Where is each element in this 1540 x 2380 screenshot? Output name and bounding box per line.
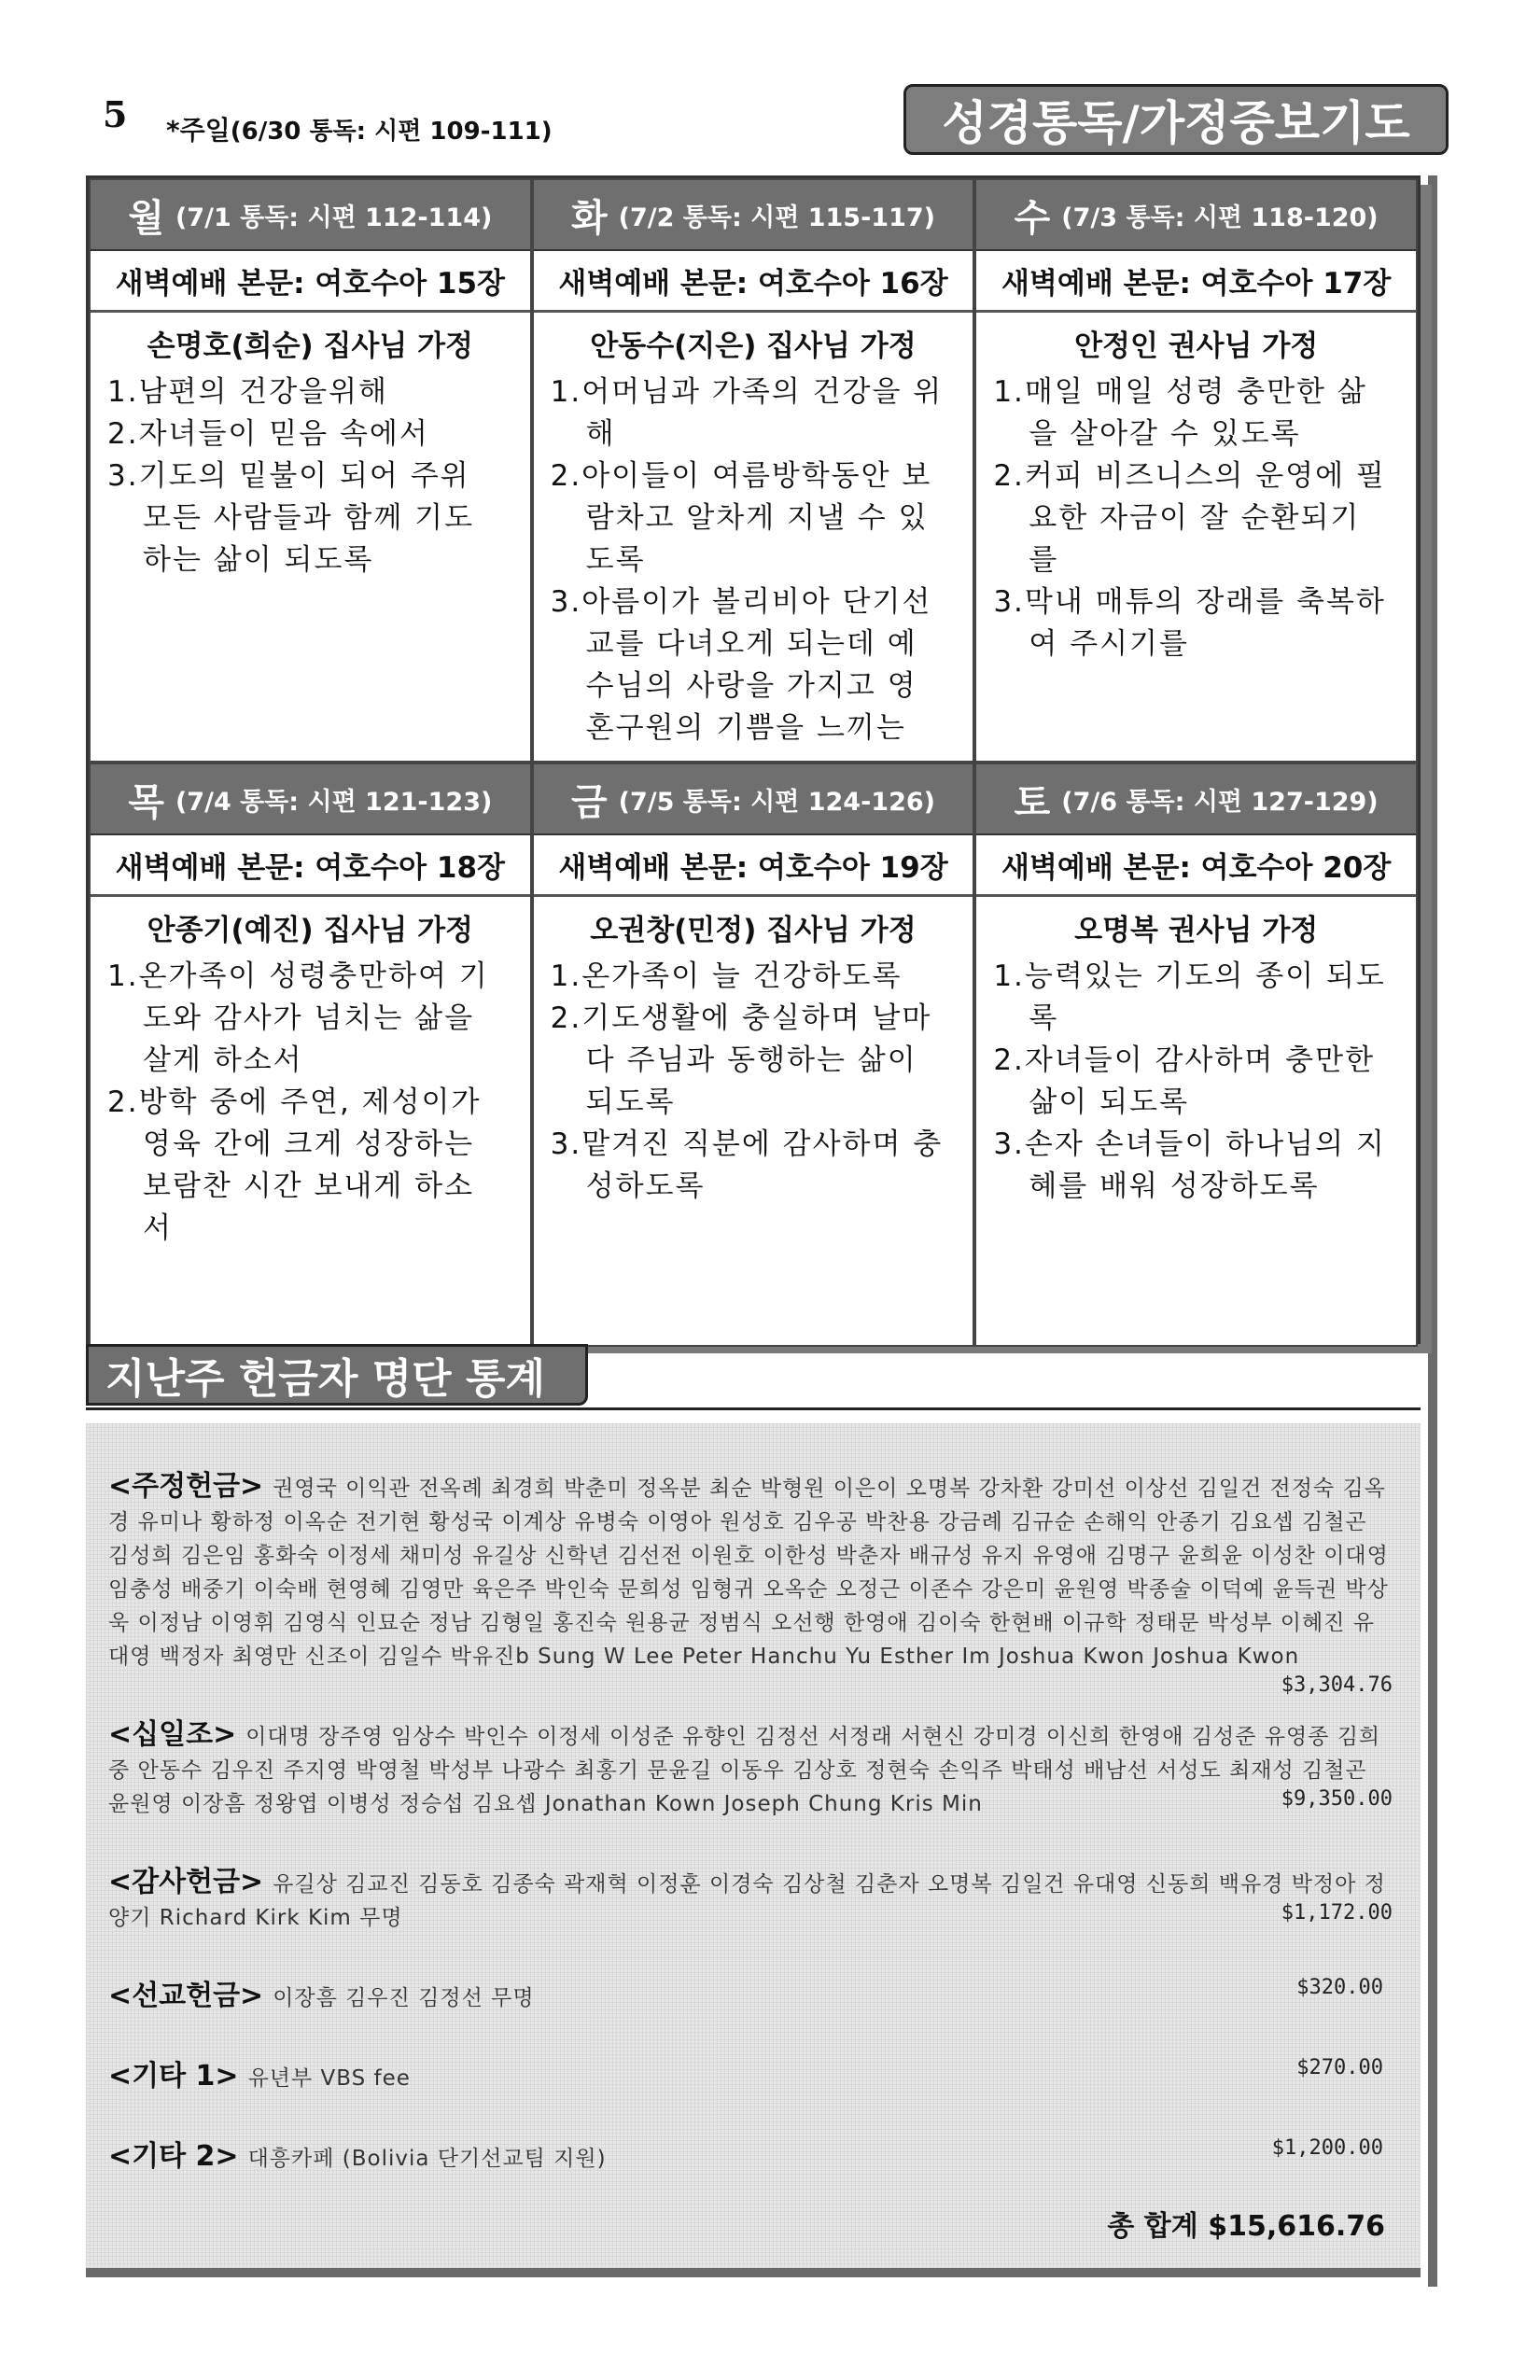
day-card-wed — [974, 178, 1418, 763]
prayer-item: 3.아름이가 볼리비아 단기선교를 다녀오게 되는데 예수님의 사랑을 가지고 영혼구원의 기쁨을 느끼는 — [550, 585, 932, 745]
category-label: <기타 2> — [108, 2140, 239, 2173]
day-reading: (7/4 통독: 시편 121-123) — [175, 787, 493, 817]
offering-category — [108, 1463, 1393, 1697]
prayer-family: 안동수(지은) 집사님 가정 — [590, 329, 917, 363]
category-amount: $1,172.00 — [1281, 1901, 1393, 1925]
prayer-item: 2.커피 비즈니스의 운영에 필요한 자금이 잘 순환되기를 — [993, 459, 1386, 577]
prayer-item: 1.어머님과 가족의 건강을 위해 — [550, 375, 944, 451]
day-name: 화 — [570, 196, 608, 240]
prayer-item: 3.맡겨진 직분에 감사하며 충성하도록 — [550, 1127, 944, 1203]
day-reading: (7/5 통독: 시편 124-126) — [618, 787, 935, 817]
prayer-item: 1.온가족이 늘 건강하도록 — [550, 959, 903, 993]
donor-names: 대흥카페 (Bolivia 단기선교팀 지원) — [247, 2147, 607, 2171]
prayer-family: 오권창(민정) 집사님 가정 — [590, 914, 917, 947]
donor-names: 이장흠 김우진 김정선 무명 — [273, 1986, 535, 2010]
day-reading: (7/1 통독: 시편 112-114) — [175, 203, 493, 232]
category-amount: $270.00 — [1296, 2056, 1383, 2079]
prayer-item: 2.자녀들이 감사하며 충만한 삶이 되도록 — [993, 1043, 1376, 1119]
prayer-item: 3.기도의 밑불이 되어 주위 모든 사람들과 함께 기도하는 삶이 되도록 — [107, 459, 475, 577]
page-shadow-bar — [1428, 175, 1437, 2287]
prayer-family: 안정인 권사님 가정 — [1074, 329, 1319, 363]
category-amount: $3,304.76 — [1281, 1673, 1393, 1697]
day-name: 금 — [570, 780, 608, 824]
category-label: <선교헌금> — [108, 1980, 264, 2012]
dawn-service-verse: 새벽예배 본문: 여호수아 16장 — [534, 251, 973, 313]
category-label: <주정헌금> — [108, 1470, 264, 1503]
prayer-list — [976, 371, 1416, 665]
page-number: 5 — [103, 93, 128, 135]
category-amount: $1,200.00 — [1271, 2136, 1383, 2160]
prayer-family: 오명복 권사님 가정 — [1074, 914, 1319, 947]
donor-names: 유길상 김교진 김동호 김종숙 곽재혁 이정훈 이경숙 김상철 김춘자 오명복 김일건 유대영 신동희 백유경 박정아 정양기 Richard Kirk Kim 무명 — [108, 1872, 1386, 1930]
dawn-service-verse: 새벽예배 본문: 여호수아 20장 — [976, 835, 1416, 897]
day-header — [976, 180, 1416, 251]
prayer-item: 1.매일 매일 성령 충만한 삶을 살아갈 수 있도록 — [993, 375, 1367, 451]
day-header — [534, 764, 973, 835]
day-reading: (7/2 통독: 시편 115-117) — [618, 203, 935, 232]
category-amount: $320.00 — [1296, 1976, 1383, 1999]
day-reading: (7/3 통독: 시편 118-120) — [1061, 203, 1379, 232]
prayer-family: 안종기(예진) 집사님 가정 — [147, 914, 474, 947]
dawn-service-verse: 새벽예배 본문: 여호수아 18장 — [91, 835, 530, 897]
prayer-item: 3.막내 매튜의 장래를 축복하여 주시기를 — [993, 585, 1386, 661]
sunday-label: *주일 — [166, 115, 231, 146]
donor-names: 이대명 장주영 임상수 박인수 이정세 이성준 유향인 김정선 서정래 서현신 강미경 이신희 한영애 김성준 유영종 김희중 안동수 김우진 주지영 박영철 박성부 나광수 최홍기 문윤길 이동우 김상호 정현숙 손익주 박태성 배남선 서성도 최재성 김철곤 윤원영 이장흠 정왕엽 이병성 정승섭 김요셉 Jonathan Kown Joseph Chung Kris Min — [108, 1725, 1381, 1816]
day-card-fri — [532, 763, 975, 1347]
day-card-tue — [532, 178, 975, 763]
day-card-sat — [974, 763, 1418, 1347]
sunday-reading-text: (6/30 통독: 시편 109-111) — [230, 118, 553, 146]
dawn-service-verse: 새벽예배 본문: 여호수아 17장 — [976, 251, 1416, 313]
prayer-list — [91, 371, 530, 581]
prayer-list — [534, 371, 973, 749]
prayer-list — [534, 956, 973, 1208]
prayer-item: 3.손자 손녀들이 하나님의 지혜를 배워 성장하도록 — [993, 1127, 1386, 1203]
prayer-item: 1.온가족이 성령충만하여 기도와 감사가 넘치는 삶을 살게 하소서 — [107, 959, 489, 1077]
category-label: <십일조> — [108, 1718, 237, 1751]
donor-names: 권영국 이익관 전옥례 최경희 박춘미 정옥분 최순 박형원 이은이 오명복 강차환 강미선 이상선 김일건 전정숙 김옥경 유미나 황하정 이옥순 전기현 황성국 이계상 유병숙 이영아 원성호 김우공 박찬용 강금례 김규순 손해익 안종기 김요셉 김철곤 김성희 김은임 홍화숙 이정세 채미성 유길상 신학년 김선전 이원호 이한성 박춘자 배규성 유지 유영애 김명구 윤희윤 이성찬 이대영 임충성 배중기 이숙배 현영혜 김영만 육은주 박인숙 문희성 임형귀 오옥순 오정근 이존수 강은미 윤원영 박종술 이덕예 윤득권 박상욱 이정남 이영휘 김영식 인묘순 정남 김형일 홍진숙 원용균 정범식 오선행 한영애 김이숙 한현배 이규학 정태문 박성부 이혜진 유대영 백정자 최영만 신조이 김일수 박유진b Sung W Lee Peter Hanchu Yu Esther Im Joshua Kwon Joshua Kwon — [108, 1477, 1389, 1669]
prayer-item: 2.기도생활에 충실하며 날마다 주님과 동행하는 삶이 되도록 — [550, 1001, 932, 1119]
divider-line — [86, 1407, 1421, 1410]
day-name: 토 — [1014, 780, 1051, 824]
day-name: 수 — [1014, 196, 1051, 240]
offering-category — [108, 2133, 1393, 2176]
category-amount: $9,350.00 — [1281, 1787, 1393, 1811]
donor-names: 유년부 VBS fee — [247, 2066, 411, 2091]
category-label: <감사헌금> — [108, 1866, 264, 1898]
sunday-reading — [166, 110, 553, 147]
offering-total: 총 합계 $15,616.76 — [1107, 2210, 1385, 2243]
section-title: 성경통독/가정중보기도 — [903, 84, 1449, 155]
offering-category — [108, 1972, 1393, 2015]
day-name: 목 — [128, 780, 164, 824]
offering-category — [108, 2052, 1393, 2095]
dawn-service-verse: 새벽예배 본문: 여호수아 15장 — [91, 251, 530, 313]
prayer-item: 1.능력있는 기도의 종이 되도록 — [993, 959, 1386, 1035]
day-header — [534, 180, 973, 251]
offering-section-title: 지난주 헌금자 명단 통계 — [86, 1344, 588, 1406]
day-header — [976, 764, 1416, 835]
category-label: <기타 1> — [108, 2060, 239, 2093]
prayer-item: 1.남편의 건강을위해 — [107, 375, 388, 409]
day-reading: (7/6 통독: 시편 127-129) — [1061, 787, 1379, 817]
daily-prayer-grid — [86, 175, 1421, 1344]
prayer-item: 2.아이들이 여름방학동안 보람차고 알차게 지낼 수 있도록 — [550, 459, 932, 577]
day-name: 월 — [128, 196, 164, 240]
prayer-item: 2.자녀들이 믿음 속에서 — [107, 417, 429, 451]
day-header — [91, 764, 530, 835]
prayer-item: 2.방학 중에 주연, 제성이가 영육 간에 크게 성장하는 보람찬 시간 보내게 하소서 — [107, 1085, 482, 1245]
prayer-family: 손명호(희순) 집사님 가정 — [147, 329, 474, 363]
day-card-mon — [89, 178, 532, 763]
dawn-service-verse: 새벽예배 본문: 여호수아 19장 — [534, 835, 973, 897]
day-header — [91, 180, 530, 251]
prayer-list — [91, 956, 530, 1250]
day-card-thu — [89, 763, 532, 1347]
offering-category — [108, 1711, 1393, 1821]
offering-list-box — [86, 1423, 1421, 2277]
prayer-list — [976, 956, 1416, 1208]
offering-category — [108, 1858, 1393, 1935]
